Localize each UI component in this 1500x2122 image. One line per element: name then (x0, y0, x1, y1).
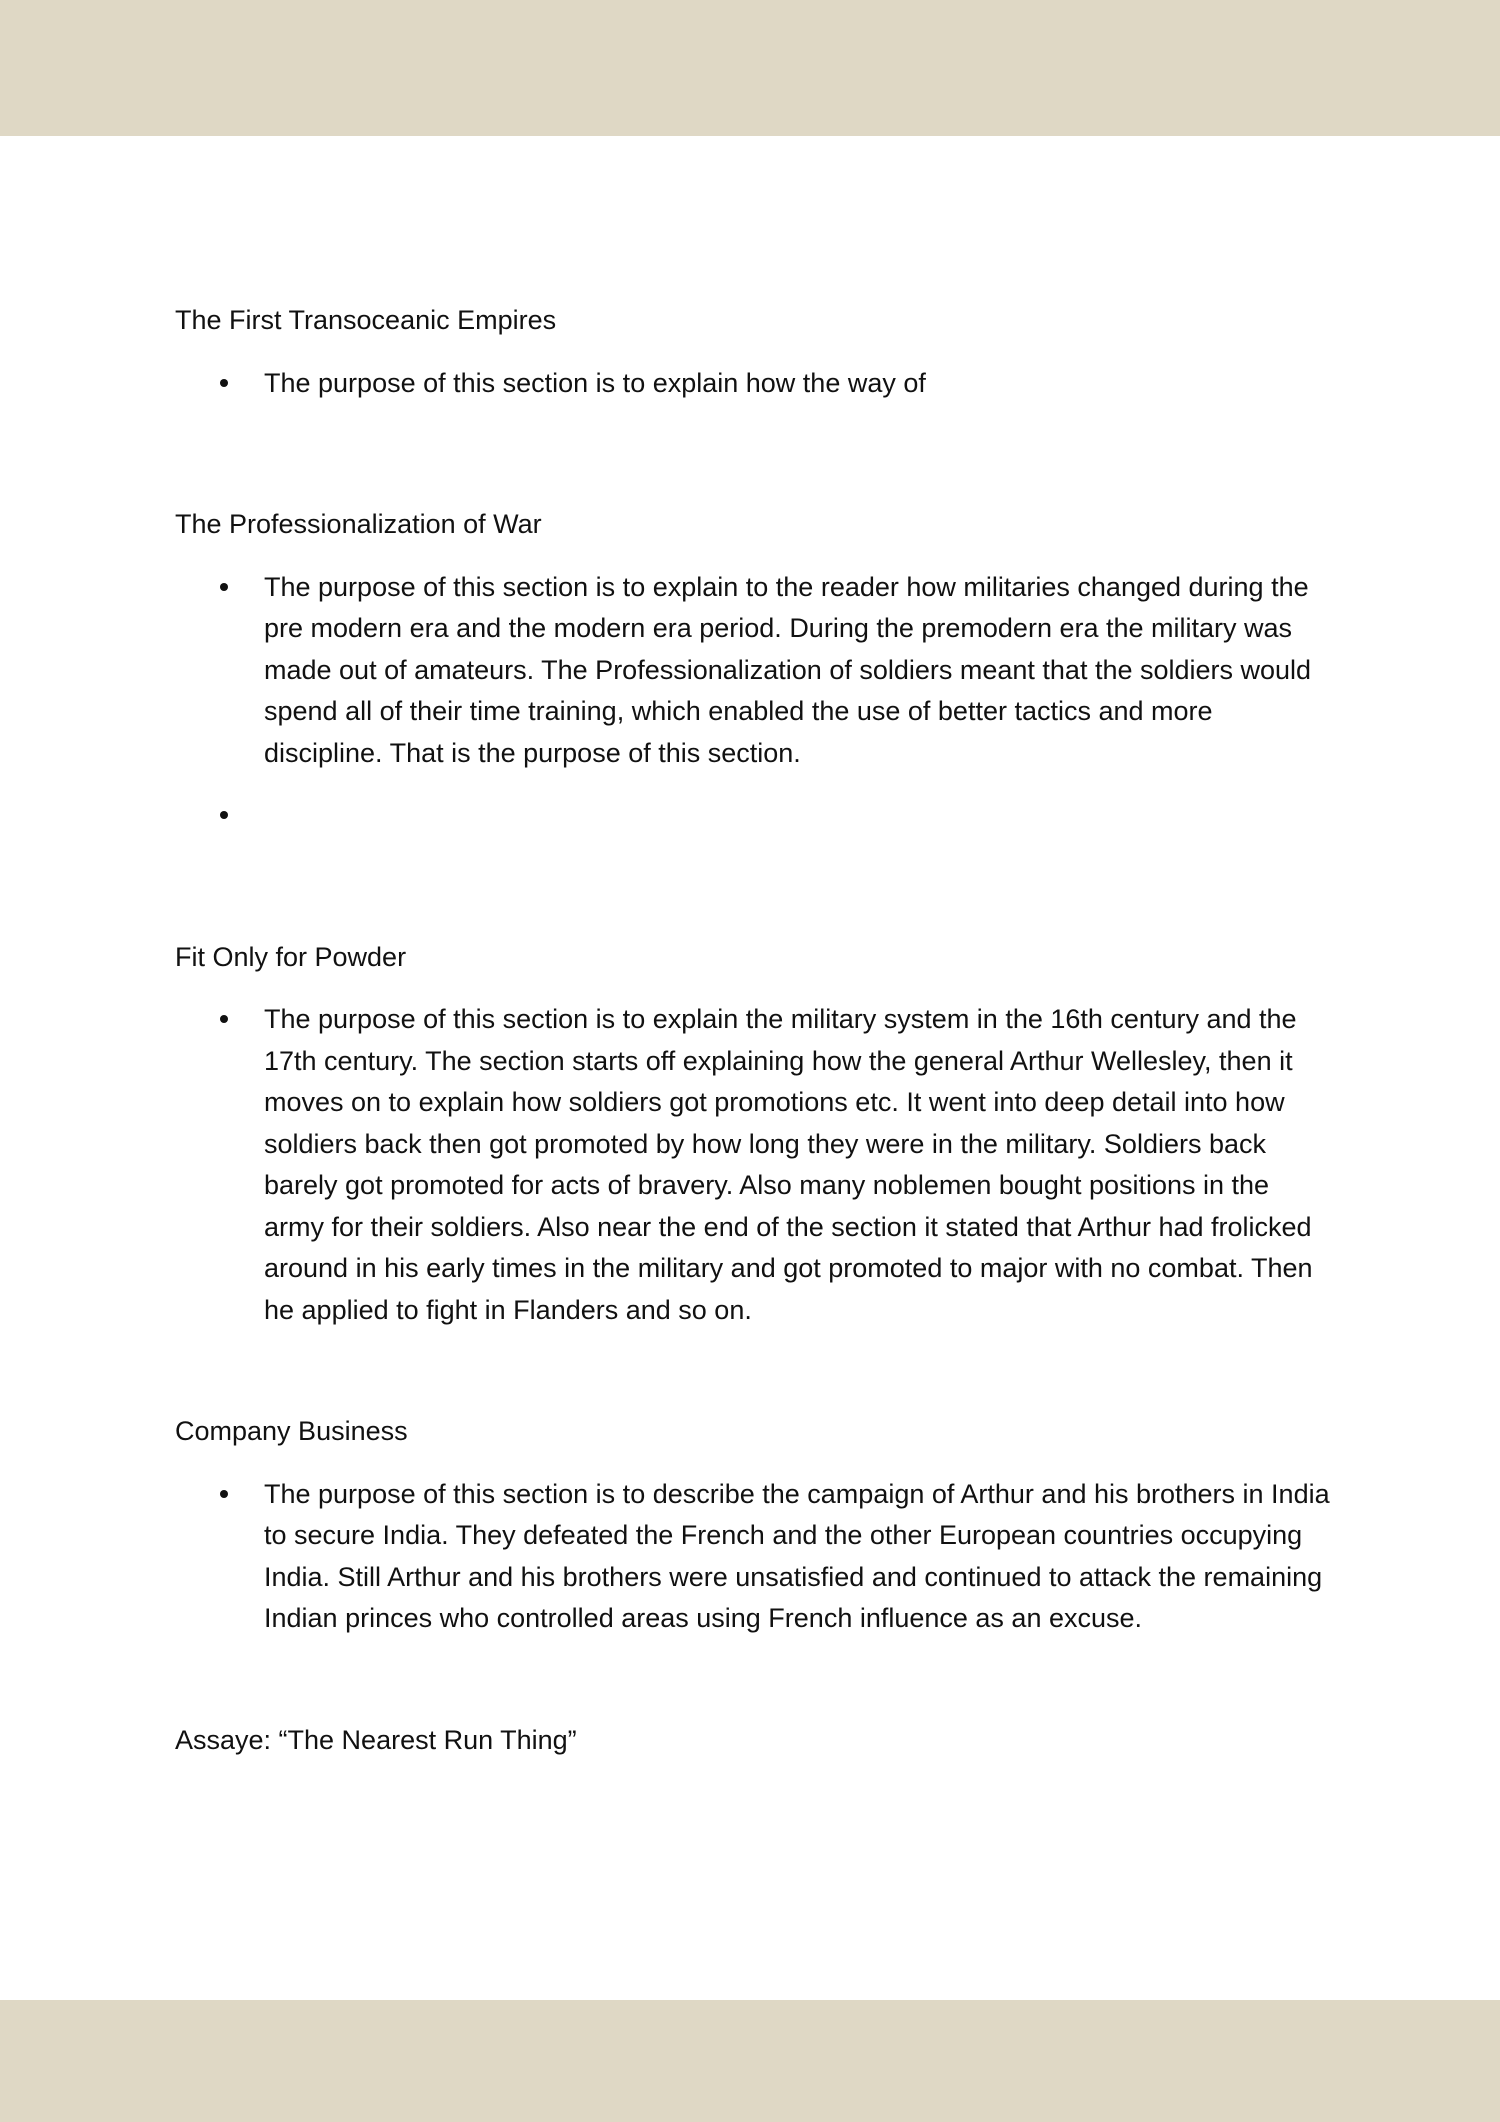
list-item-empty (175, 795, 1335, 837)
bullet-text: The purpose of this section is to describe the campaign of Arthur and his brothers in India to secure India. They defeated the French and the other European countries occupying India. Still Arthur and his brothers were unsatisfied and continued to attack the remaining Indian princes who controlled areas using French influence as an excuse. (264, 1478, 1330, 1633)
section-assaye (175, 1720, 1335, 1762)
bullet-text: The purpose of this section is to explain the military system in the 16th century and the 17th century. The section starts off explaining how the general Arthur Wellesley, then it moves on to explain how soldiers got promotions etc. It went into deep detail into how soldiers back then got promoted by how long they were in the military. Soldiers back barely got promoted for acts of bravery. Also many noblemen bought positions in the army for their soldiers. Also near the end of the section it stated that Arthur had frolicked around in his early times in the military and got promoted to major with no combat. Then he applied to fight in Flanders and so on. (264, 1004, 1313, 1325)
bullet-text: The purpose of this section is to explain how the way of (264, 367, 926, 398)
section-first-transoceanic-empires (175, 300, 1335, 404)
document-body (175, 300, 1335, 1761)
bullet-list (175, 567, 1335, 837)
section-heading: The First Transoceanic Empires (175, 305, 557, 335)
bullet-icon (220, 1490, 228, 1498)
bullet-list (175, 999, 1335, 1331)
bullet-icon (220, 583, 228, 591)
top-band (0, 0, 1500, 136)
bullet-list (175, 1474, 1335, 1640)
section-heading: The Professionalization of War (175, 509, 542, 539)
list-item (175, 1474, 1335, 1640)
bullet-list (175, 363, 1335, 405)
bullet-icon (220, 811, 228, 819)
list-item (175, 567, 1335, 775)
section-heading: Company Business (175, 1416, 408, 1446)
section-heading: Assaye: “The Nearest Run Thing” (175, 1724, 577, 1755)
bottom-band (0, 2000, 1500, 2122)
list-item (175, 999, 1335, 1331)
section-heading: Fit Only for Powder (175, 941, 407, 972)
section-fit-only-for-powder (175, 937, 1335, 1332)
bullet-text: The purpose of this section is to explain to the reader how militaries changed during the pre modern era and the modern era period. During the premodern era the military was made out of amateurs. The Professionalization of soldiers meant that the soldiers would spend all of their time training, which enabled the use of better tactics and more discipline. That is the purpose of this section. (264, 571, 1312, 768)
section-professionalization-of-war (175, 504, 1335, 837)
list-item (175, 363, 1335, 405)
section-company-business (175, 1411, 1335, 1640)
bullet-icon (220, 379, 228, 387)
bullet-icon (220, 1015, 228, 1023)
